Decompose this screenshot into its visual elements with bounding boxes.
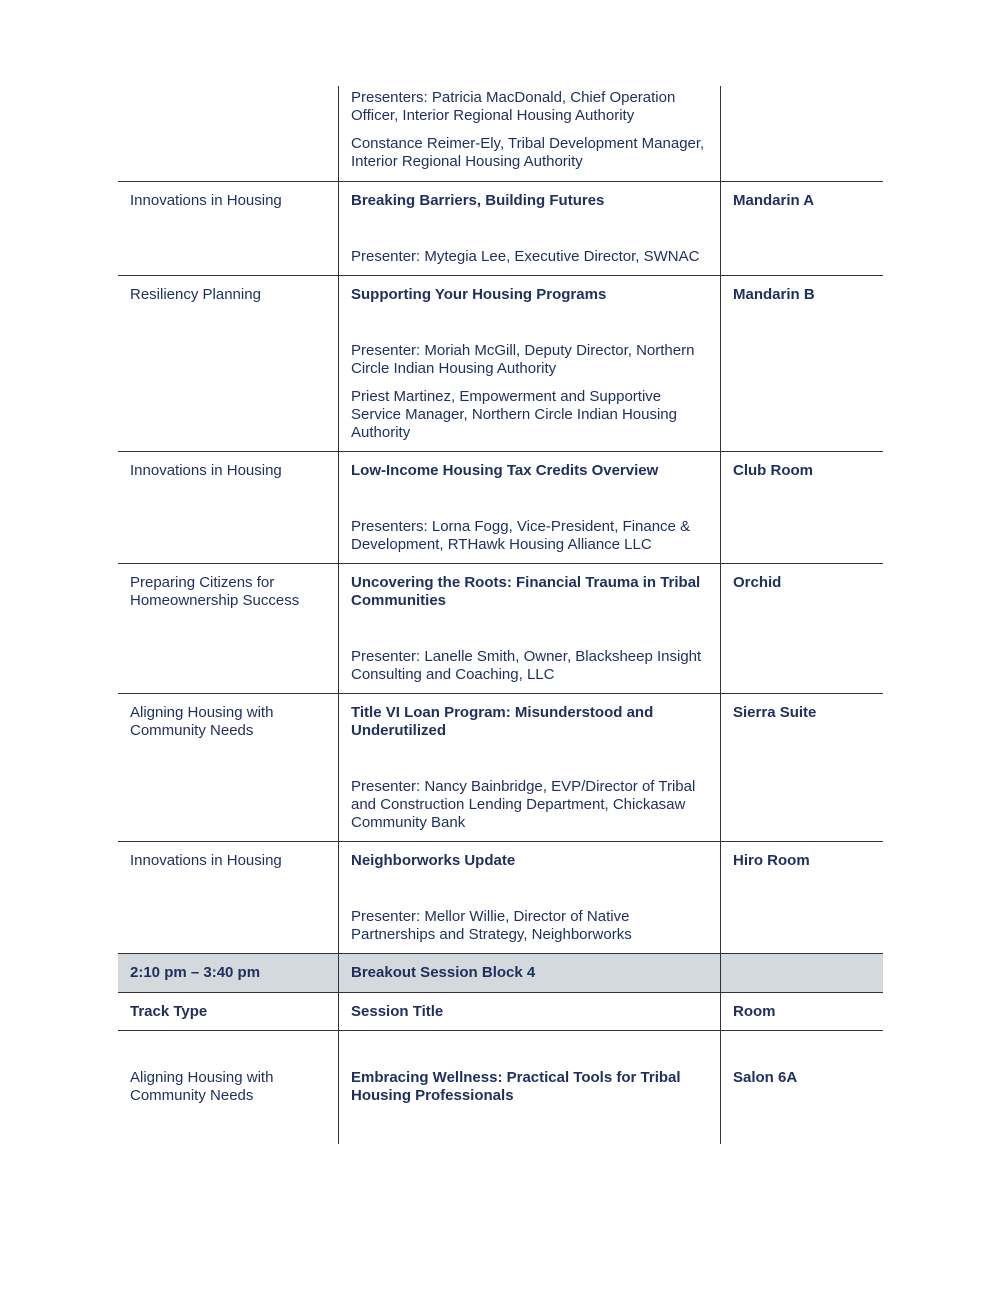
table-row [118,182,883,276]
track-cell: Innovations in Housing [130,192,282,209]
presenter-text: Presenter: Moriah McGill, Deputy Director, Northern Circle Indian Housing Authority [351,342,695,377]
presenter-text: Presenter: Lanelle Smith, Owner, Blacksheep Insight Consulting and Coaching, LLC [351,648,702,683]
track-cell: Aligning Housing with Community Needs [130,704,274,739]
session-title: Neighborworks Update [351,852,516,869]
presenter-text: Presenter: Mytegia Lee, Executive Director, SWNAC [351,248,700,265]
session-title: Title VI Loan Program: Misunderstood and Underutilized [351,704,654,739]
room-cell: Club Room [733,462,813,479]
session-title: Supporting Your Housing Programs [351,286,607,303]
room-cell [721,86,883,181]
block-title: Breakout Session Block 4 [338,954,721,992]
session-cell [338,86,721,181]
room-cell: Mandarin A [733,192,815,209]
session-cell [338,452,721,563]
room-cell: Orchid [733,574,782,591]
table-row [118,564,883,694]
presenter-text: Presenter: Mellor Willie, Director of Native Partnerships and Strategy, Neighborworks [351,908,632,943]
track-cell [118,86,338,181]
table-row [118,694,883,842]
table-row [118,842,883,954]
block-room [721,954,883,992]
column-header-title: Session Title [338,993,721,1030]
column-header-row [118,993,883,1031]
table-row [118,276,883,452]
presenter-text: Constance Reimer-Ely, Tribal Development Manager, Interior Regional Housing Authority [351,135,705,170]
room-cell: Salon 6A [733,1069,798,1086]
track-cell: Preparing Citizens for Homeownership Success [130,574,300,609]
session-cell [338,182,721,275]
session-cell [338,564,721,693]
track-cell: Innovations in Housing [130,852,282,869]
room-cell: Sierra Suite [733,704,817,721]
presenter-text: Priest Martinez, Empowerment and Supportive Service Manager, Northern Circle Indian Housing Authority [351,388,677,441]
room-cell: Mandarin B [733,286,815,303]
track-cell: Resiliency Planning [130,286,261,303]
table-row [118,1031,883,1144]
column-header-room: Room [733,1003,776,1020]
table-row [118,452,883,564]
session-title: Embracing Wellness: Practical Tools for Tribal Housing Professionals [338,1031,721,1144]
session-title: Uncovering the Roots: Financial Trauma in Tribal Communities [351,574,701,609]
presenter-text: Presenter: Nancy Bainbridge, EVP/Director of Tribal and Construction Lending Department, Chickasaw Community Bank [351,778,696,831]
presenter-text: Presenters: Patricia MacDonald, Chief Operation Officer, Interior Regional Housing Authority [351,89,676,124]
session-title: Low-Income Housing Tax Credits Overview [351,462,659,479]
room-cell: Hiro Room [733,852,810,869]
session-cell [338,276,721,451]
schedule-table [118,86,883,1144]
table-row [118,86,883,182]
block-header-row [118,954,883,993]
block-time: 2:10 pm – 3:40 pm [130,964,261,981]
column-header-track: Track Type [130,1003,208,1020]
session-title: Breaking Barriers, Building Futures [351,192,605,209]
track-cell: Aligning Housing with Community Needs [130,1069,274,1104]
session-cell [338,694,721,841]
session-cell [338,842,721,953]
track-cell: Innovations in Housing [130,462,282,479]
presenter-text: Presenters: Lorna Fogg, Vice-President, Finance & Development, RTHawk Housing Alliance LLC [351,518,691,553]
